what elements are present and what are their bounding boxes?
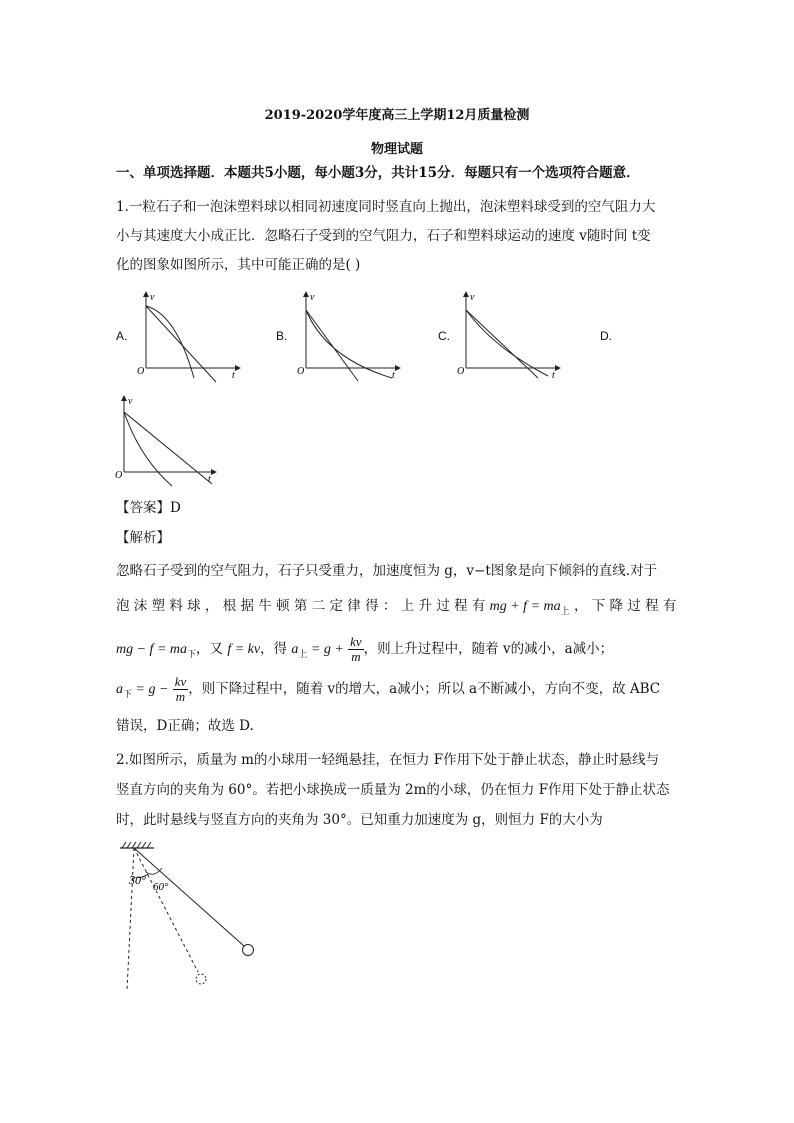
graph-c [456,288,566,388]
dashed-ball [196,974,206,984]
equation-a-up: $a_上 = g$ + [291,642,344,659]
page-subtitle: 物理试题 [370,142,423,157]
analysis-line-3 [116,634,613,669]
stone-line [306,310,358,381]
fraction-kv-m: $\frac{kv}{m}$ [350,634,362,664]
analysis-label: 【解析】 [116,530,170,546]
equation-down: mg − $f = ma_下$ [116,642,197,659]
option-d-label: D. [600,329,612,343]
t-label: t [392,370,395,381]
analysis-text: 泡 沫 塑 料 球 ， 根 据 牛 顿 第 二 定 律 得 ： 上 升 过 程 有 [116,598,486,614]
analysis-line-5: 错误，D正确；故选 D. [116,718,254,734]
angle-label-30: 30° [129,873,146,887]
equation-a-down: $a_下 = g$ − [116,682,169,699]
foam-curve [124,412,172,486]
origin-label: O [137,366,145,377]
analysis-line-1: 忽略石子受到的空气阻力，石子只受重力，加速度恒为 g，v−t图象是向下倾斜的直线.对于 [116,563,658,579]
t-label: t [552,370,555,381]
origin-label: O [297,366,305,377]
t-label: t [208,474,211,485]
page-title: 2019-2020学年度高三上学期12月质量检测 [264,108,530,123]
analysis-text: ，得 [260,641,288,657]
analysis-line-2 [116,596,676,621]
option-a-label: A. [116,329,128,343]
q2-line-3: 时，此时悬线与竖直方向的夹角为 30°。已知重力加速度为 g，则恒力 F的大小为 [116,812,603,828]
dashed-string-30 [134,848,198,972]
stone-line [124,412,212,484]
analysis-text: ，则下降过程中，随着 v的增大，a减小；所以 a不断减小，方向不变，故 ABC [188,681,661,697]
stone-line [146,306,216,382]
angle-arc-60 [146,868,162,874]
graph-b [296,288,406,388]
analysis-text: ，又 [196,641,224,657]
analysis-line-4 [116,674,660,709]
option-c-label: C. [438,329,450,343]
v-label: v [128,396,133,407]
graph-d [112,392,222,492]
analysis-text: ， 下 降 过 程 有 [573,598,677,614]
q2-line-1: 2.如图所示，质量为 m的小球用一轻绳悬挂，在恒力 F作用下处于静止状态，静止时悬线与 [116,752,660,768]
ceiling-hatching [120,842,154,848]
origin-label: O [457,366,465,377]
origin-label: O [115,470,123,481]
graph-a [136,288,246,388]
vertical-dashed-line [127,848,134,990]
solid-string-60 [134,848,244,946]
v-label: v [310,292,315,303]
foam-curve [466,310,548,376]
answer-label: 【答案】D [116,500,181,516]
angle-label-60: 60° [153,881,169,893]
q1-line-2: 小与其速度大小成正比．忽略石子受到的空气阻力，石子和塑料球运动的速度 v随时间 t变 [116,228,651,244]
fraction-kv-m: $\frac{kv}{m}$ [174,674,187,704]
foam-curve [146,306,194,378]
option-b-label: B. [276,329,288,343]
equation-up: mg + $f = ma_上$ [489,599,570,616]
q1-line-3: 化的图象如图所示，其中可能正确的是( ) [116,257,361,273]
solid-ball [243,945,254,956]
t-label: t [232,370,235,381]
section-heading: 一、单项选择题．本题共5小题，每小题3分，共计15分．每题只有一个选项符合题意． [116,165,640,181]
q2-line-2: 竖直方向的夹角为 60°。若把小球换成一质量为 2m的小球，仍在恒力 F作用下处于静止状态 [116,782,670,798]
equation-f: f = kv [227,642,261,657]
v-label: v [150,292,155,303]
v-label: v [470,292,475,303]
q1-line-1: 1.一粒石子和一泡沫塑料球以相同初速度同时竖直向上抛出，泡沫塑料球受到的空气阻力大 [116,199,656,215]
analysis-text: ，则上升过程中，随着 v的减小，a减小； [363,641,614,657]
pendulum-figure [110,838,270,998]
